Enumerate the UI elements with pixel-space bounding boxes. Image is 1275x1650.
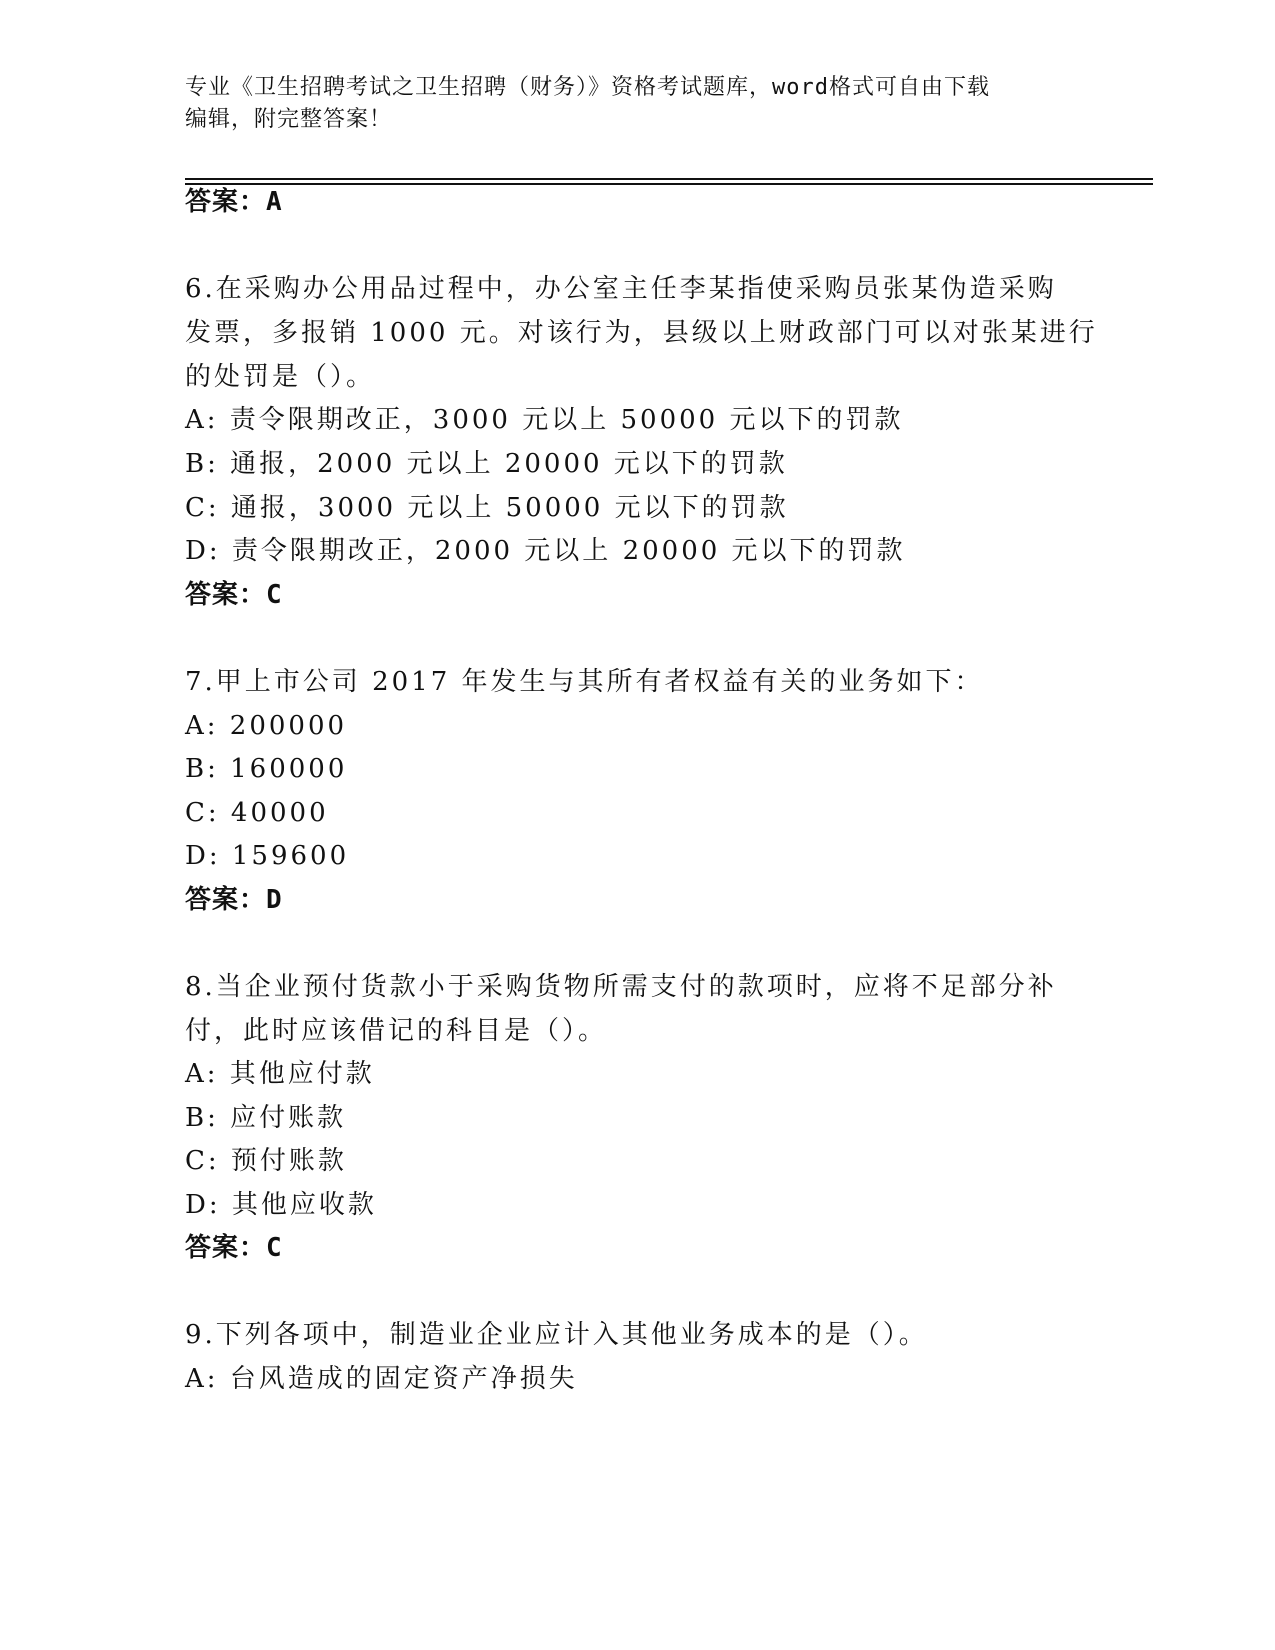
answer-prev: 答案：A: [185, 187, 283, 217]
q7-text-line-1: 7.甲上市公司 2017 年发生与其所有者权益有关的业务如下：: [185, 667, 984, 697]
q7-option-c: C: 40000: [185, 798, 329, 828]
q9-option-a: A: 台风造成的固定资产净损失: [185, 1364, 578, 1394]
q8-option-c: C: 预付账款: [185, 1146, 347, 1176]
q8-option-d: D: 其他应收款: [185, 1190, 377, 1220]
q6-option-a: A: 责令限期改正，3000 元以上 50000 元以下的罚款: [185, 405, 904, 435]
q8-text-line-1: 8.当企业预付货款小于采购货物所需支付的款项时，应将不足部分补: [185, 972, 1057, 1002]
q7-option-b: B: 160000: [185, 754, 348, 784]
q7-option-d: D: 159600: [185, 841, 350, 871]
q7-option-a: A: 200000: [185, 711, 348, 741]
q6-option-d: D: 责令限期改正，2000 元以上 20000 元以下的罚款: [185, 536, 906, 566]
q7-answer: 答案：D: [185, 885, 283, 915]
q6-text-line-3: 的处罚是（）。: [185, 362, 376, 392]
header-line-1: 专业《卫生招聘考试之卫生招聘（财务）》资格考试题库，word格式可自由下载: [185, 75, 990, 100]
document-header: [185, 72, 1085, 136]
header-divider-top: [185, 178, 1153, 180]
q6-text-line-2: 发票，多报销 1000 元。对该行为，县级以上财政部门可以对张某进行: [185, 318, 1098, 348]
q6-text-line-1: 6.在采购办公用品过程中，办公室主任李某指使采购员张某伪造采购: [185, 274, 1057, 304]
q6-option-b: B: 通报，2000 元以上 20000 元以下的罚款: [185, 449, 788, 479]
q8-text-line-2: 付，此时应该借记的科目是（）。: [185, 1016, 608, 1046]
q9-text-line-1: 9.下列各项中，制造业企业应计入其他业务成本的是（）。: [185, 1320, 928, 1350]
q8-option-a: A: 其他应付款: [185, 1059, 375, 1089]
q8-answer: 答案：C: [185, 1233, 283, 1263]
header-divider-bottom: [185, 183, 1153, 185]
q8-option-b: B: 应付账款: [185, 1103, 347, 1133]
q6-option-c: C: 通报，3000 元以上 50000 元以下的罚款: [185, 493, 789, 523]
header-line-2: 编辑，附完整答案！: [185, 107, 393, 132]
q6-answer: 答案：C: [185, 580, 283, 610]
